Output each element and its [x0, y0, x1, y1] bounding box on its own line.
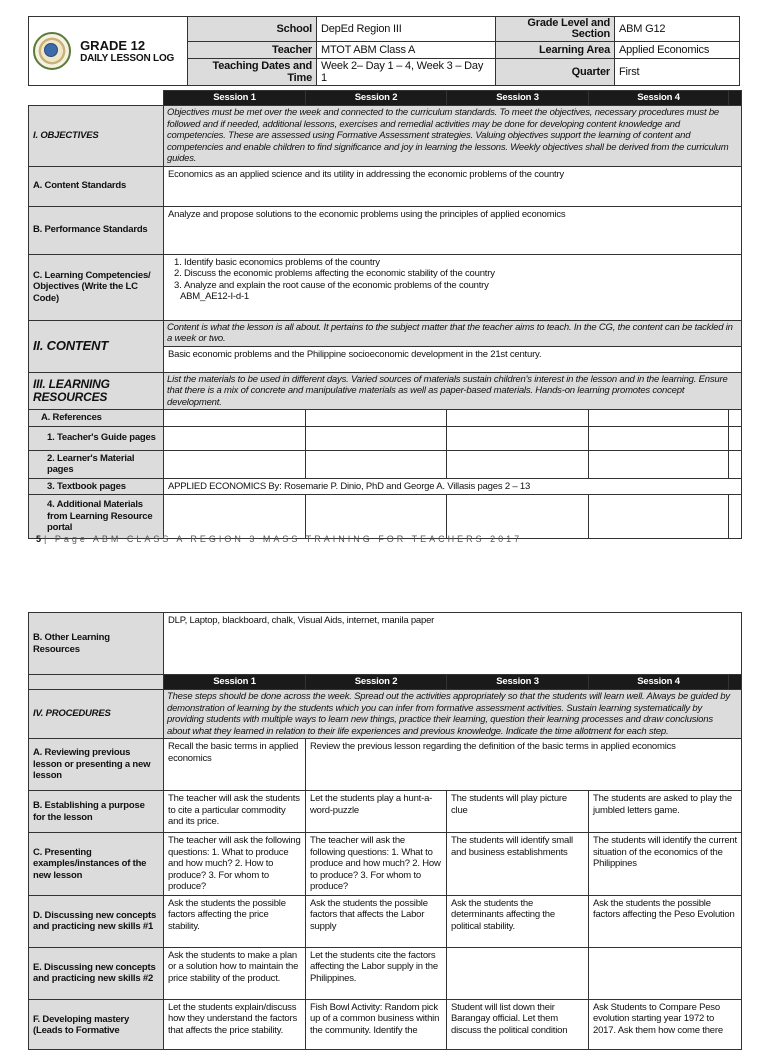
page-number: 5 [36, 534, 45, 544]
content-standards-value: Economics as an applied science and its utility in addressing the economic problems of the country [164, 166, 742, 206]
performance-standards-label: B. Performance Standards [29, 206, 164, 254]
reviewing-label: A. Reviewing previous lesson or presenting a new lesson [29, 739, 164, 791]
procedures-heading: IV. PROCEDURES [29, 690, 164, 739]
content-heading: II. CONTENT [33, 338, 109, 354]
teacher-label: Teacher [188, 42, 317, 59]
page-footer [36, 534, 522, 544]
competency-item: 1. Identify basic economics problems of the country [184, 257, 737, 269]
other-resources-value: DLP, Laptop, blackboard, chalk, Visual Aids, internet, manila paper [164, 613, 742, 675]
objectives-heading: I. OBJECTIVES [29, 106, 164, 167]
doc-title: DAILY LESSON LOG [80, 52, 175, 64]
discussing-1-label: D. Discussing new concepts and practicing new skills #1 [29, 895, 164, 947]
grade-level-value: ABM G12 [615, 17, 740, 42]
content-value: Basic economic problems and the Philippine socioeconomic development in the 21st century. [164, 346, 742, 372]
session-2-header: Session 2 [306, 91, 447, 106]
competency-item: 3. Analyze and explain the root cause of the economic problems of the country [184, 280, 737, 292]
presenting-session-2: The teacher will ask the following questions: 1. What to produce and how much? 2. How to produce? 3. For whom to produce? [306, 833, 447, 896]
quarter-value: First [615, 59, 740, 86]
lesson-log-table-page2 [28, 612, 742, 1050]
teachers-guide-label: 1. Teacher's Guide pages [29, 426, 164, 450]
learning-area-label: Learning Area [496, 42, 615, 59]
other-resources-label: B. Other Learning Resources [29, 613, 164, 675]
mastery-session-4: Ask Students to Compare Peso evolution starting year 1972 to 2017. Ask them how come there [589, 999, 742, 1049]
content-standards-label: A. Content Standards [29, 166, 164, 206]
lc-code: ABM_AE12-I-d-1 [180, 291, 250, 302]
deped-seal-icon [33, 32, 71, 70]
competencies-label: C. Learning Competencies/ Objectives (Write the LC Code) [29, 254, 164, 320]
discussing-1-session-3: Ask the students the determinants affecting the political stability. [447, 895, 589, 947]
purpose-session-3: The students will play picture clue [447, 791, 589, 833]
presenting-session-4: The students will identify the current situation of the economics of the Philippines [589, 833, 742, 896]
grade-title [80, 38, 174, 65]
discussing-1-session-2: Ask the students the possible factors that affects the Labor supply [306, 895, 447, 947]
reviewing-session-2: Review the previous lesson regarding the definition of the basic terms in applied economics [306, 739, 742, 791]
purpose-session-2: Let the students play a hunt-a-word-puzzle [306, 791, 447, 833]
purpose-session-1: The teacher will ask the students to cite a particular commodity and its price. [164, 791, 306, 833]
dates-value: Week 2– Day 1 – 4, Week 3 – Day 1 [317, 59, 496, 86]
textbook-value: APPLIED ECONOMICS By: Rosemarie P. Dinio, PhD and George A. Villasis pages 2 – 13 [164, 478, 742, 495]
competency-item: 2. Discuss the economic problems affecting the economic stability of the country [184, 268, 737, 280]
dates-label: Teaching Dates and Time [188, 59, 317, 86]
performance-standards-value: Analyze and propose solutions to the economic problems using the principles of applied economics [164, 206, 742, 254]
resources-heading: III. LEARNING RESOURCES [29, 372, 164, 410]
grade-level-label: Grade Level and Section [496, 17, 615, 42]
logo-cell [29, 17, 188, 86]
purpose-session-4: The students are asked to play the jumbled letters game. [589, 791, 742, 833]
session-4-header: Session 4 [589, 675, 729, 690]
competencies-value [164, 254, 742, 320]
learners-material-label: 2. Learner's Material pages [29, 450, 164, 478]
purpose-label: B. Establishing a purpose for the lesson [29, 791, 164, 833]
session-3-header: Session 3 [447, 91, 589, 106]
mastery-session-2: Fish Bowl Activity: Random pick up of a common business within the community. Identify the [306, 999, 447, 1049]
discussing-1-session-1: Ask the students the possible factors affecting the price stability. [164, 895, 306, 947]
presenting-session-3: The students will identify small and business establishments [447, 833, 589, 896]
discussing-2-label: E. Discussing new concepts and practicing new skills #2 [29, 947, 164, 999]
mastery-label: F. Developing mastery (Leads to Formative [29, 999, 164, 1049]
session-1-header: Session 1 [164, 675, 306, 690]
session-4-header: Session 4 [589, 91, 729, 106]
mastery-session-3: Student will list down their Barangay official. Let them discuss the political condition [447, 999, 589, 1049]
learning-area-value: Applied Economics [615, 42, 740, 59]
school-value: DepEd Region III [317, 17, 496, 42]
discussing-2-session-1: Ask the students to make a plan or a solution how to maintain the price stability of the product. [164, 947, 306, 999]
mastery-session-1: Let the students explain/discuss how they understand the factors that affects the price stability. [164, 999, 306, 1049]
objectives-note: Objectives must be met over the week and connected to the curriculum standards. To meet the objectives, necessary procedures must be followed and if needed, additional lessons, exercises and remedial activities may be done for developing content knowledge and competencies. These are assessed using Formative Assessment strategies. Valuing objectives support the learning of content and competencies and enable children to find significance and joy in learning the lessons. Weekly objectives shall be derived from the curriculum guides. [164, 106, 742, 167]
procedures-note: These steps should be done across the week. Spread out the activities appropriately so that the students will learn well. Always be guided by demonstration of learning by the students which you can infer from formative assessment activities. Sustain learning systematically by providing students with multiple ways to learn new things, practice their learning, question their learning processes and draw conclusions about what they learned in relation to their life experiences and previous knowledge. Indicate the time allotment for each step. [164, 690, 742, 739]
teacher-value: MTOT ABM Class A [317, 42, 496, 59]
footer-text: | Page ABM CLASS A REGION 3 MASS TRAINING FOR TEACHERS 2017 [44, 534, 523, 544]
presenting-label: C. Presenting examples/instances of the new lesson [29, 833, 164, 896]
session-2-header: Session 2 [306, 675, 447, 690]
session-3-header: Session 3 [447, 675, 589, 690]
session-1-header: Session 1 [164, 91, 306, 106]
quarter-label: Quarter [496, 59, 615, 86]
grade-label: GRADE 12 [80, 37, 146, 53]
discussing-2-session-2: Let the students cite the factors affecting the Labor supply in the Philippines. [306, 947, 447, 999]
references-label: A. References [29, 410, 164, 427]
resources-note: List the materials to be used in different days. Varied sources of materials sustain children's interest in the lesson and in the learning. Ensure that there is a mix of concrete and manipulative materials as well as paper-based materials. Hands-on learning promotes concept development. [164, 372, 742, 410]
additional-materials-label: 4. Additional Materials from Learning Resource portal [29, 495, 164, 539]
reviewing-session-1: Recall the basic terms in applied economics [164, 739, 306, 791]
discussing-1-session-4: Ask the students the possible factors affecting the Peso Evolution [589, 895, 742, 947]
lesson-log-table [28, 90, 742, 539]
school-label: School [188, 17, 317, 42]
textbook-label: 3. Textbook pages [29, 478, 164, 495]
presenting-session-1: The teacher will ask the following questions: 1. What to produce and how much? 2. How to produce? 3. For whom to produce? [164, 833, 306, 896]
content-note: Content is what the lesson is all about. It pertains to the subject matter that the teacher aims to teach. In the CG, the content can be tackled in a week or two. [164, 320, 742, 346]
header-table [28, 16, 740, 86]
